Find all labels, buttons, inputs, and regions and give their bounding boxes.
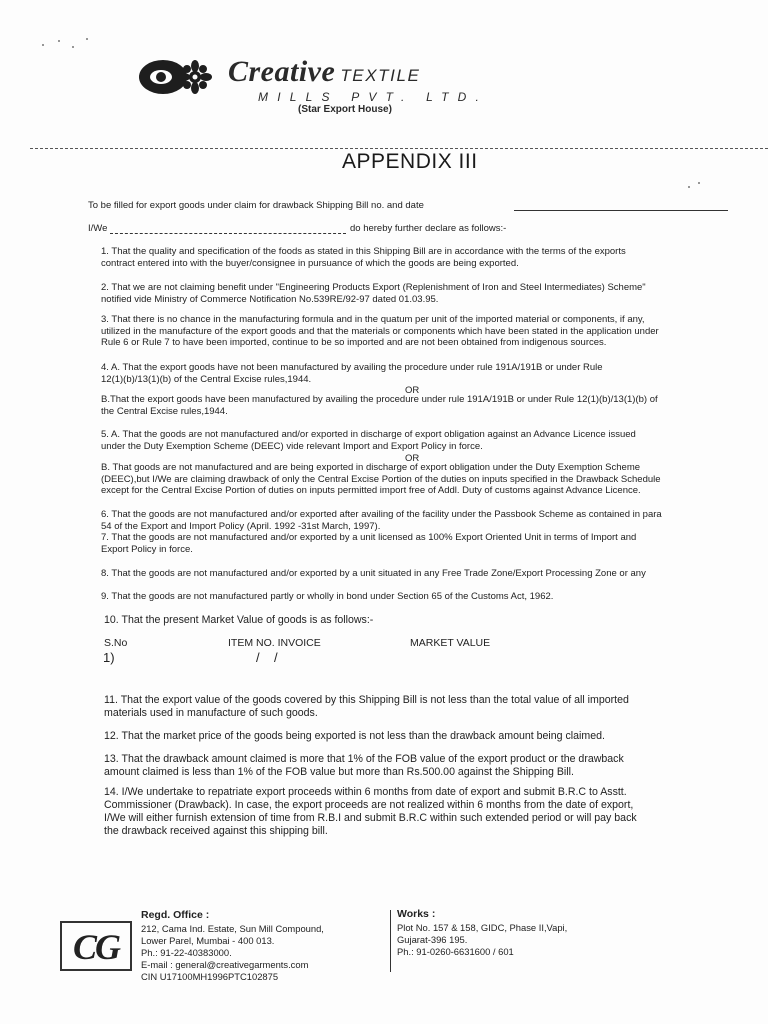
clause-9: 9. That the goods are not manufactured partly or wholly in bond under Section 65 of the Customs Act, 1962.	[101, 591, 554, 602]
footer-logo	[60, 921, 132, 971]
clause-1: 1. That the quality and specification of the foods as stated in this Shipping Bill are in accordance with the terms of the exports contract entered into with the buyer/consignee in pursuance of which the goods are being exported.	[101, 246, 626, 269]
brand-name: Creative	[228, 55, 336, 88]
scan-speck	[688, 186, 690, 188]
clause-14: 14. I/We undertake to repatriate export proceeds within 6 months from date of export and submit B.R.C to Asstt. Commissioner (Drawback). In case, the export proceeds are not realized within 6 months from the date of export, I/We will either furnish extension of time from R.B.I and submit B.R.C within such extended period or will pay back the drawback received against this shipping bill.	[104, 786, 637, 837]
scan-speck	[58, 40, 60, 42]
footer-logo-text: CG	[72, 927, 119, 967]
clause-5b: B. That goods are not manufactured and are being exported in discharge of export obligation under the Duty Exemption Scheme (DEEC),but I/We are claiming drawback of only the Central Excise Portion of the duties on inputs specified in the Drawback Schedule except for the Central Excise Portion of duties on inputs permitted import free of Addl. Duty of customs against Advance Licence.	[101, 462, 661, 496]
scan-speck	[42, 44, 44, 46]
header-divider	[30, 148, 768, 149]
clause-13: 13. That the drawback amount claimed is more that 1% of the FOB value of the export product or the drawback amount claimed is less than 1% of the FOB value but more than Rs.500.00 against the Shipping Bill.	[104, 753, 624, 778]
clause-10: 10. That the present Market Value of goods is as follows:-	[104, 614, 374, 626]
footer-divider	[390, 910, 391, 972]
company-logo-icon	[137, 56, 215, 98]
clause-4b: B.That the export goods have been manufactured by availing the procedure under rule 191A/191B or under Rule 12(1)(b)/13(1)(b) of the Central Excise rules,1944.	[101, 394, 658, 417]
clause-12: 12. That the market price of the goods being exported is not less than the drawback amount being claimed.	[104, 730, 605, 742]
clause-7: 7. That the goods are not manufactured and/or exported by a unit licensed as 100% Export Oriented Unit in terms of Import and Export Policy in force.	[101, 532, 637, 555]
regd-office-line: Lower Parel, Mumbai - 400 013.	[141, 935, 275, 946]
clause-4a: 4. A. That the export goods have not been manufactured by availing the procedure under rule 191A/191B or under Rule 12(1)(b)/13(1)(b) of the Central Excise rules,1944.	[101, 362, 603, 385]
table-header-item-invoice: ITEM NO. INVOICE	[228, 637, 321, 649]
page-title: APPENDIX III	[342, 150, 478, 173]
brand-subtitle: MILLS PVT. LTD.	[258, 90, 489, 104]
shipping-bill-blank	[514, 210, 728, 211]
intro-line-1: To be filled for export goods under claim for drawback Shipping Bill no. and date	[88, 200, 424, 211]
regd-office-line: 212, Cama Ind. Estate, Sun Mill Compound,	[141, 923, 324, 934]
regd-office-cin: CIN U17100MH1996PTC102875	[141, 971, 279, 982]
regd-office-line: Ph.: 91-22-40383000.	[141, 947, 232, 958]
works-phone: Ph.: 91-0260-6631600 / 601	[397, 946, 514, 957]
regd-office-heading: Regd. Office :	[141, 909, 210, 921]
or-separator: OR	[405, 453, 420, 464]
clause-11: 11. That the export value of the goods covered by this Shipping Bill is not less than the total value of all imported materials used in manufacture of such goods.	[104, 694, 629, 719]
intro-line-2-suffix: do hereby further declare as follows:-	[350, 223, 507, 234]
table-row-item-invoice: / /	[256, 650, 278, 665]
scan-speck	[86, 38, 88, 40]
table-header-sno: S.No	[104, 637, 128, 649]
regd-office-email: E-mail : general@creativegarments.com	[141, 959, 309, 970]
works-line: Plot No. 157 & 158, GIDC, Phase II,Vapi,	[397, 922, 568, 933]
clause-5a: 5. A. That the goods are not manufactured and/or exported in discharge of export obligation against an Advance Licence issued under the Duty Exemption Scheme (DEEC) vide relevant Import and Export Policy in force.	[101, 429, 636, 452]
brand-textile: TEXTILE	[340, 66, 421, 85]
table-header-market-value: MARKET VALUE	[410, 637, 491, 649]
clause-8: 8. That the goods are not manufactured and/or exported by a unit situated in any Free Trade Zone/Export Processing Zone or any	[101, 568, 646, 579]
works-heading: Works :	[397, 908, 436, 920]
intro-line-2-prefix: I/We	[88, 223, 108, 234]
works-line: Gujarat-396 195.	[397, 934, 468, 945]
name-blank	[110, 233, 346, 234]
company-brand	[228, 55, 489, 115]
or-separator: OR	[405, 385, 420, 396]
table-row-sno: 1)	[103, 650, 115, 665]
star-export-house: (Star Export House)	[298, 104, 392, 115]
scan-speck	[698, 182, 700, 184]
clause-3: 3. That there is no chance in the manufacturing formula and in the quatum per unit of the imported material or components, if any, utilized in the manufacture of the export goods and that the materials or components which have been stated in the application under Rule 6 or Rule 7 to have been imported, continue to be so imported and are not been obtained from indigenous sources.	[101, 314, 659, 348]
scan-speck	[72, 46, 74, 48]
clause-2: 2. That we are not claiming benefit under "Engineering Products Export (Replenishment of Iron and Steel Intermediates) Scheme" notified vide Ministry of Commerce Notification No.539RE/92-97 dated 01.03.95.	[101, 282, 646, 305]
clause-6: 6. That the goods are not manufactured and/or exported after availing of the facility under the Passbook Scheme as contained in para 54 of the Export and Import Policy (April. 1992 -31st March, 1997).	[101, 509, 662, 532]
